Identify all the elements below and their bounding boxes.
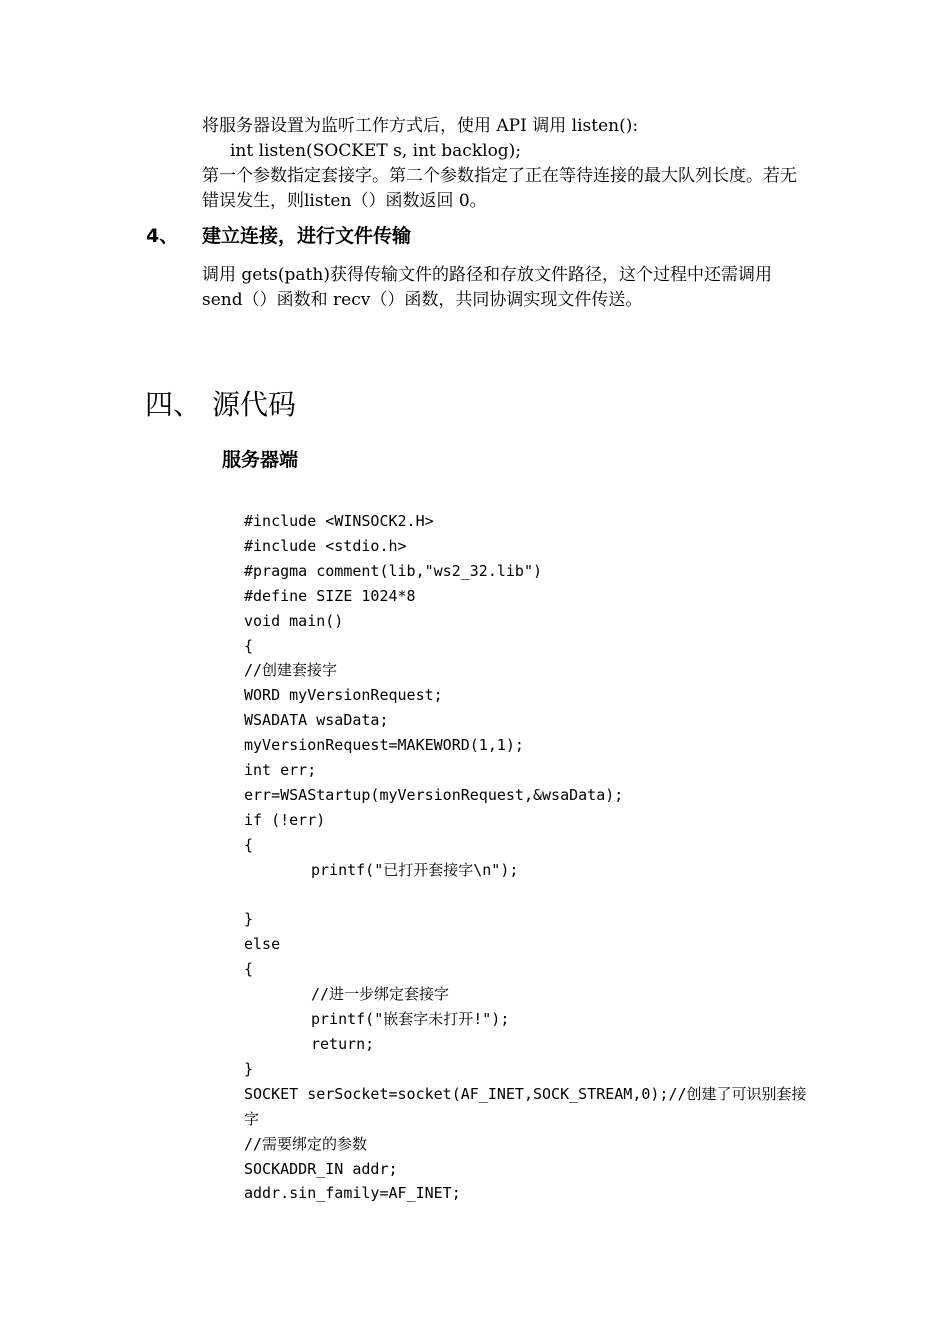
code-line: {: [244, 636, 254, 655]
code-line: printf("嵌套字未打开!");: [311, 1010, 510, 1029]
step-4-title: 建立连接，进行文件传输: [202, 225, 412, 247]
code-line: #pragma comment(lib,"ws2_32.lib"): [244, 561, 543, 580]
code-line: //创建套接字: [244, 661, 338, 680]
code-line: {: [244, 960, 254, 979]
listen-intro: 将服务器设置为监听工作方式后，使用 API 调用 listen():: [202, 116, 639, 136]
code-line: printf("已打开套接字\n");: [311, 860, 519, 879]
code-line: #include <WINSOCK2.H>: [244, 512, 434, 530]
listen-signature: int listen(SOCKET s, int backlog);: [230, 141, 522, 161]
code-line: }: [244, 910, 254, 929]
code-line: return;: [311, 1035, 375, 1054]
section-4-title: 源代码: [212, 388, 297, 421]
code-line: if (!err): [244, 810, 326, 829]
code-line: //需要绑定的参数: [244, 1134, 368, 1153]
step-4-description: 调用 gets(path)获得传输文件的路径和存放文件路径，这个过程中还需调用 send（）函数和 recv（）函数，共同协调实现文件传送。: [202, 265, 772, 310]
step-4-number: 4、: [146, 225, 179, 247]
code-line: SOCKET serSocket=socket(AF_INET,SOCK_STREAM,0);//创建了可识别套接字: [244, 1084, 807, 1128]
code-line: addr.sin_family=AF_INET;: [244, 1184, 461, 1203]
code-line: {: [244, 835, 254, 854]
code-line: myVersionRequest=MAKEWORD(1,1);: [244, 736, 524, 755]
code-line: #include <stdio.h>: [244, 536, 407, 555]
listen-description: 第一个参数指定套接字。第二个参数指定了正在等待连接的最大队列长度。若无错误发生，则listen（）函数返回 0。: [202, 166, 797, 211]
code-line: [244, 883, 814, 908]
code-line: else: [244, 935, 281, 954]
source-code-block: [244, 509, 814, 1206]
code-line: err=WSAStartup(myVersionRequest,&wsaData);: [244, 785, 624, 804]
code-line: SOCKADDR_IN addr;: [244, 1159, 398, 1178]
code-line: #define SIZE 1024*8: [244, 586, 416, 605]
code-line: int err;: [244, 761, 317, 780]
server-heading: 服务器端: [222, 449, 299, 471]
code-line: }: [244, 1059, 254, 1078]
section-4-number: 四、: [145, 388, 202, 421]
code-line: void main(): [244, 611, 344, 630]
code-line: //进一步绑定套接字: [311, 985, 450, 1004]
code-line: WSADATA wsaData;: [244, 711, 389, 730]
code-line: WORD myVersionRequest;: [244, 686, 443, 705]
